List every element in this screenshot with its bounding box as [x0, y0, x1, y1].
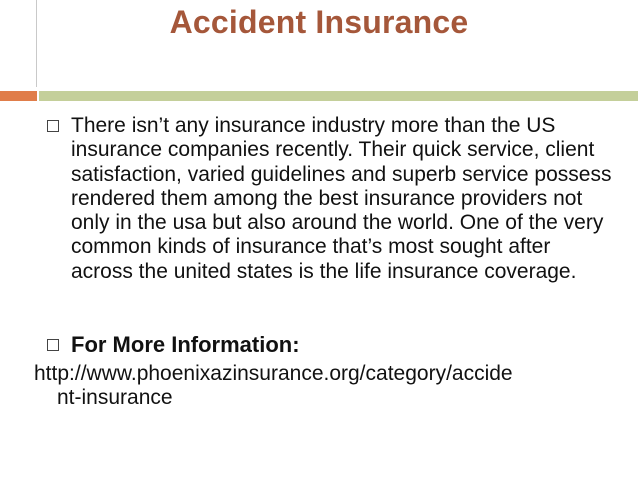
slide-title: Accident Insurance: [169, 4, 469, 40]
more-info-heading: For More Information:: [71, 332, 300, 357]
info-url-line-1[interactable]: http://www.phoenixazinsurance.org/category/accide: [34, 362, 513, 385]
body-paragraph: There isn’t any insurance industry more than the US insurance companies recently. Their quick service, client satisfaction, varied guidelines and superb service possess rendered them among the best insurance providers not only in the usa but also around the world. One of the very common kinds of insurance that’s most sought after across the united states is the life insurance coverage.: [71, 114, 612, 283]
info-url[interactable]: [34, 362, 614, 410]
checkbox-bullet-icon: [47, 120, 59, 132]
accent-bar-left: [0, 91, 37, 101]
accent-bar-right: [39, 91, 638, 101]
info-url-line-2[interactable]: nt-insurance: [57, 386, 173, 409]
checkbox-bullet-icon: [47, 339, 59, 351]
title-divider-line: [36, 0, 37, 87]
